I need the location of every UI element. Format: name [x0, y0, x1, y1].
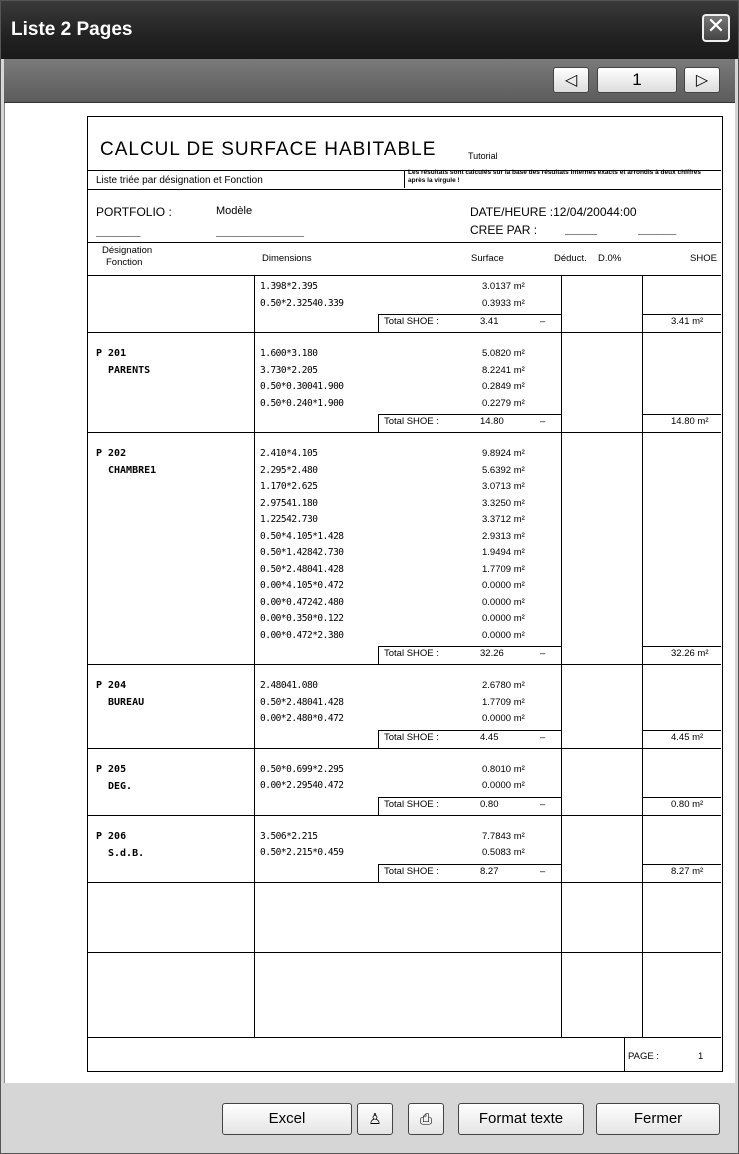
total-dash: – — [540, 798, 546, 810]
total-dash: – — [540, 316, 546, 327]
close-icon[interactable]: ✕ — [702, 14, 730, 42]
surface-value: 1.7709 m² — [482, 696, 525, 708]
surface-value: 9.8924 m² — [482, 448, 525, 459]
surface-value: 3.0713 m² — [482, 481, 525, 492]
page-number-field[interactable]: 1 — [597, 67, 677, 93]
total-label: Total SHOE : — [384, 865, 439, 877]
surface-value: 1.9494 m² — [482, 547, 525, 558]
portfolio-label: PORTFOLIO : — [96, 205, 172, 219]
dimension-value: 1.398*2.395 — [260, 281, 318, 292]
surface-value: 0.2849 m² — [482, 381, 525, 392]
dimension-value: 1.22542.730 — [260, 514, 318, 525]
surface-value: 5.6392 m² — [482, 464, 525, 476]
total-label: Total SHOE : — [384, 648, 439, 659]
total-value: 8.27 — [480, 865, 499, 877]
total-dash: – — [540, 416, 546, 427]
total-value: 0.80 — [480, 798, 499, 810]
group-designation: P 202 — [96, 448, 127, 459]
next-page-button[interactable]: ▷ — [684, 67, 720, 93]
surface-value: 3.0137 m² — [482, 281, 525, 292]
surface-value: 0.3933 m² — [482, 297, 525, 309]
total-value: 14.80 — [480, 416, 504, 427]
dimension-value: 0.00*2.480*0.472 — [260, 713, 344, 724]
group-fonction: CHAMBRE1 — [108, 465, 157, 476]
shoe-total: 3.41 m² — [671, 316, 704, 327]
dimension-value: 2.97541.180 — [260, 497, 318, 509]
shoe-total: 4.45 m² — [671, 731, 704, 743]
surface-value: 0.0000 m² — [482, 629, 525, 641]
dimension-value: 0.00*0.472*2.380 — [260, 629, 344, 641]
group-fonction: S.d.B. — [108, 847, 145, 859]
surface-value: 0.0000 m² — [482, 580, 525, 591]
date-time-label: DATE/HEURE :12/04/20044:00 — [470, 205, 637, 219]
surface-value: 0.0000 m² — [482, 780, 525, 791]
button-bar — [4, 1083, 735, 1153]
page-toolbar — [4, 59, 735, 103]
dimension-value: 2.410*4.105 — [260, 448, 318, 459]
header-fonction: Fonction — [106, 257, 143, 268]
calculation-note: Les résultats sont calculés sur la base des résultats internes exacts et arrondis à deux chiffres après la virgule ! — [408, 169, 701, 184]
preview-area[interactable] — [4, 103, 735, 1083]
surface-value: 2.6780 m² — [482, 680, 525, 691]
dimension-value: 2.48041.080 — [260, 680, 318, 691]
dimension-value: 0.50*2.32540.339 — [260, 297, 344, 309]
close-button[interactable]: Fermer — [596, 1103, 720, 1135]
page-value: 1 — [698, 1051, 704, 1062]
excel-button[interactable]: Excel — [222, 1103, 352, 1135]
dimension-value: 0.50*0.30041.900 — [260, 381, 344, 392]
group-designation: P 204 — [96, 680, 127, 691]
total-dash: – — [540, 648, 546, 659]
dimension-value: 0.50*2.48041.428 — [260, 696, 344, 708]
surface-value: 0.2279 m² — [482, 397, 525, 409]
total-dash: – — [540, 731, 546, 743]
report-title: CALCUL DE SURFACE HABITABLE — [100, 139, 437, 160]
page-label: PAGE : — [628, 1051, 659, 1062]
surface-value: 7.7843 m² — [482, 830, 525, 842]
dimension-value: 1.600*3.180 — [260, 348, 318, 359]
group-designation: P 205 — [96, 763, 127, 775]
surface-value: 3.3250 m² — [482, 497, 525, 509]
group-fonction: PARENTS — [108, 365, 151, 376]
header-dimensions: Dimensions — [262, 253, 312, 264]
report-sheet: CALCUL DE SURFACE HABITABLE Tutorial Liste triée par désignation et Fonction Les résultats sont calculés sur la base des résultats internes exacts et arrondis à deux chiffres après la virgule ! PORTFOLIO : Modèle _______ ______________ DATE/HEURE :12/04/20044:00 CREE PAR : _____ ______ Désignation Fonction Dimensions Surface Déduct. D.0% SHOE PAGE : 1 1.398*2.395 3.0137 m² 0.50*2.32540.339 0.3933 m² Total SHOE : 3.41 – 3.41 m² P 201 PARENTS 1.600*3.180 5.0820 m² 3.730*2.205 8.2241 m² 0.50*0.30041.900 0.2849 m² 0.50*0.240*1.900 0.2279 m² Total SHOE : 14.80 – 14.80 m² P 202 CHAMBRE1 2.410*4.105 9.8924 m² 2.295*2.480 5.6392 m² 1.170*2.625 3.0713 m² 2.97541.180 3.3250 m² 1.22542.730 3.3712 m² 0.50*4.105*1.428 2.9313 m² 0.50*1.42842.730 1.9494 m² 0.50*2.48041.428 1.7709 m² 0.00*4.105*0.472 0.0000 m² 0.00*0.47242.480 0.0000 m² 0.00*0.350*0.122 0.0000 m² 0.00*0.472*2.380 0.0000 m² Total SHOE : 32.26 – 32.26 m² P 204 BUREAU 2.48041.080 2.6780 m² 0.50*2.48041.428 1.7709 m² 0.00*2.480*0.472 0.0000 m² Total SHOE : 4.45 – 4.45 m² P 205 DEG. 0.50*0.699*2.295 0.8010 m² 0.00*2.29540.472 0.0000 m² Total SHOE : 0.80 – 0.80 m² P 206 S.d.B. 3.506*2.215 7.7843 m² 0.50*2.215*0.459 0.5083 m² Total SHOE : 8.27 – 8.27 m² — [87, 116, 723, 1072]
surface-value: 0.8010 m² — [482, 763, 525, 775]
total-value: 4.45 — [480, 731, 499, 743]
header-d: D.0% — [598, 253, 622, 264]
print-icon[interactable]: ⎙ — [408, 1103, 444, 1135]
shoe-total: 0.80 m² — [671, 798, 704, 810]
surface-value: 0.0000 m² — [482, 613, 525, 624]
header-surface: Surface — [471, 253, 504, 264]
dimension-value: 0.50*1.42842.730 — [260, 547, 344, 558]
dimension-value: 0.00*4.105*0.472 — [260, 580, 344, 591]
dimension-value: 0.50*2.48041.428 — [260, 563, 344, 575]
dimension-value: 0.50*4.105*1.428 — [260, 530, 344, 542]
sort-label: Liste triée par désignation et Fonction — [96, 175, 263, 186]
surface-value: 5.0820 m² — [482, 348, 525, 359]
title-bar — [1, 1, 738, 59]
dimension-value: 0.50*2.215*0.459 — [260, 847, 344, 858]
header-designation: Désignation — [102, 245, 153, 256]
group-designation: P 206 — [96, 830, 127, 842]
group-fonction: DEG. — [108, 780, 133, 792]
surface-value: 0.0000 m² — [482, 596, 525, 608]
group-designation: P 201 — [96, 348, 127, 359]
dimension-value: 3.506*2.215 — [260, 830, 318, 842]
total-label: Total SHOE : — [384, 316, 439, 327]
portfolio-value: Modèle — [216, 205, 253, 217]
total-label: Total SHOE : — [384, 416, 439, 427]
surface-value: 8.2241 m² — [482, 364, 525, 376]
header-deduct: Déduct. — [554, 253, 587, 264]
window-title: Liste 2 Pages — [11, 19, 133, 40]
dimension-value: 0.00*0.350*0.122 — [260, 613, 344, 624]
dimension-value: 0.00*0.47242.480 — [260, 596, 344, 608]
surface-value: 1.7709 m² — [482, 563, 525, 575]
shoe-total: 8.27 m² — [671, 865, 704, 877]
dimension-value: 0.00*2.29540.472 — [260, 780, 344, 791]
total-value: 3.41 — [480, 316, 499, 327]
dimension-value: 1.170*2.625 — [260, 481, 318, 492]
total-value: 32.26 — [480, 648, 504, 659]
dimension-value: 0.50*0.240*1.900 — [260, 397, 344, 409]
dimension-value: 0.50*0.699*2.295 — [260, 763, 344, 775]
total-label: Total SHOE : — [384, 798, 439, 810]
previous-page-button[interactable]: ◁ — [553, 67, 589, 93]
surface-value: 2.9313 m² — [482, 530, 525, 542]
format-text-button[interactable]: Format texte — [458, 1103, 584, 1135]
shoe-total: 14.80 m² — [671, 416, 709, 427]
created-by-label: CREE PAR : — [470, 223, 538, 237]
total-label: Total SHOE : — [384, 731, 439, 743]
dimension-value: 3.730*2.205 — [260, 364, 318, 376]
surface-value: 0.5083 m² — [482, 847, 525, 858]
shoe-total: 32.26 m² — [671, 648, 709, 659]
total-dash: – — [540, 865, 546, 877]
surface-value: 0.0000 m² — [482, 713, 525, 724]
group-fonction: BUREAU — [108, 697, 145, 708]
header-shoe: SHOE — [690, 253, 717, 264]
surface-value: 3.3712 m² — [482, 514, 525, 525]
stamp-icon[interactable]: ♙ — [357, 1103, 393, 1135]
report-subtitle: Tutorial — [468, 151, 498, 161]
dimension-value: 2.295*2.480 — [260, 464, 318, 476]
